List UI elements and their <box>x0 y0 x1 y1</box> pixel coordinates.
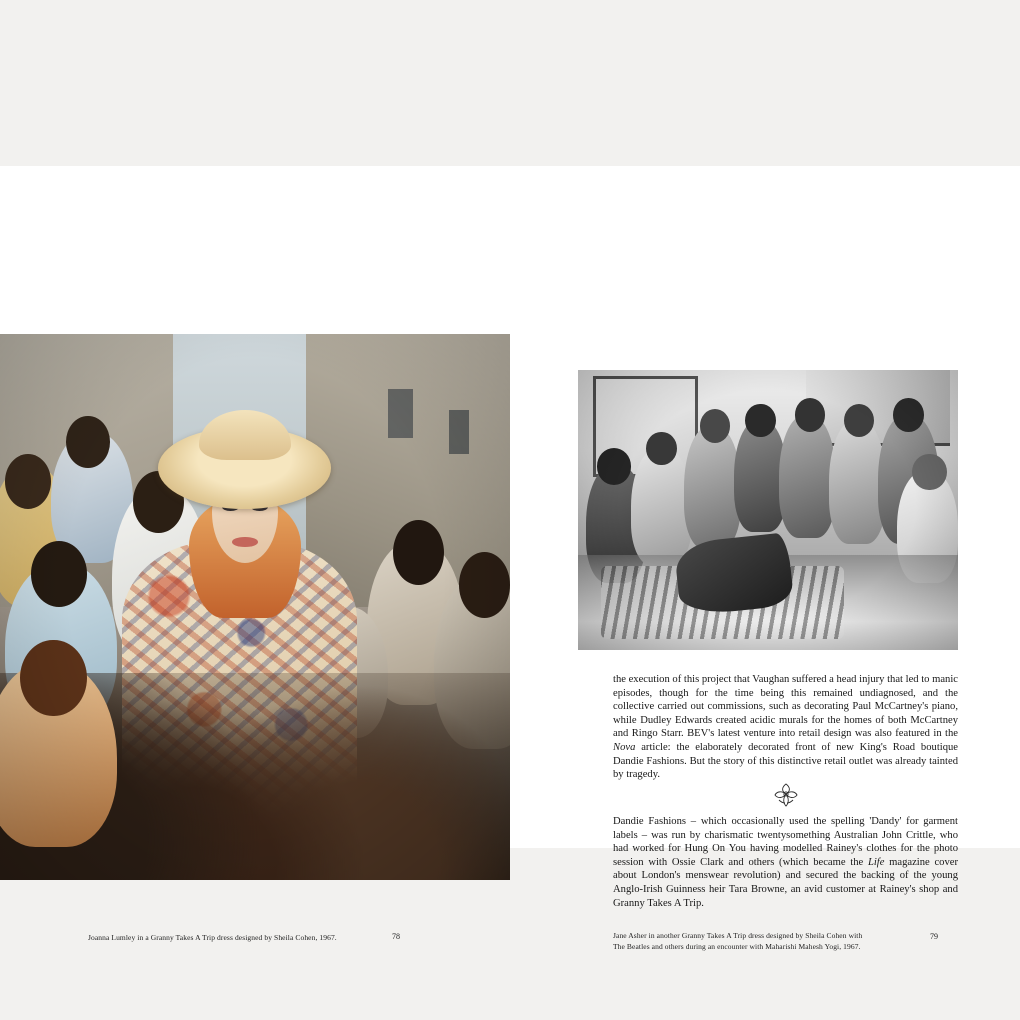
paragraph-1-italic: Nova <box>613 741 636 753</box>
paragraph-2-text-a: Dandie Fashions – which occasionally used the spelling 'Dandy' for garment labels – was run by charismatic twentysomething Australian John Crittle, who had worked for Hung On You having modelled Rainey's clothes for the photo session with Ossie Clark and others (which became the <box>613 816 958 868</box>
right-page-caption <box>613 930 913 952</box>
right-page-folio: 79 <box>930 932 938 941</box>
paragraph-2-text-b: magazine cover about London's menswear revolution) and secured the backing of the young Anglo-Irish Guinness heir Tara Browne, an avid customer at Rainey's shop and Granny Takes A Trip. <box>613 856 958 909</box>
book-spread <box>0 166 1020 951</box>
bw-photo-vignette <box>578 370 958 650</box>
right-caption-line-2: The Beatles and others during an encounter with Maharishi Mahesh Yogi, 1967. <box>613 942 861 951</box>
left-page-photograph <box>0 334 510 880</box>
body-paragraph-1 <box>613 673 958 782</box>
right-caption-line-1: Jane Asher in another Granny Takes A Trip dress designed by Sheila Cohen with <box>613 931 863 940</box>
paragraph-1-text-b: article: the elaborately decorated front of new King's Road boutique Dandie Fashions. But the story of this distinctive retail outlet was already tainted by tragedy. <box>613 741 958 781</box>
body-paragraph-2 <box>613 815 958 910</box>
left-page-caption: Joanna Lumley in a Granny Takes A Trip dress designed by Sheila Cohen, 1967. <box>88 933 337 942</box>
paragraph-2-italic: Life <box>867 856 885 868</box>
floral-ornament-icon <box>613 780 958 810</box>
paragraph-1-text-a: the execution of this project that Vaughan suffered a head injury that led to manic episodes, though for the time being this remained undiagnosed, and the collective carried out commissions, such as decorating Paul McCartney's piano, while Dudley Edwards created acidic murals for the homes of both McCartney and Ringo Starr. BEV's latest venture into retail design was also featured in the <box>613 674 958 740</box>
left-page <box>0 332 510 1014</box>
right-page-photograph <box>578 370 958 650</box>
left-page-folio: 78 <box>392 932 400 941</box>
photo-vignette <box>0 334 510 880</box>
right-page <box>510 332 1020 1014</box>
